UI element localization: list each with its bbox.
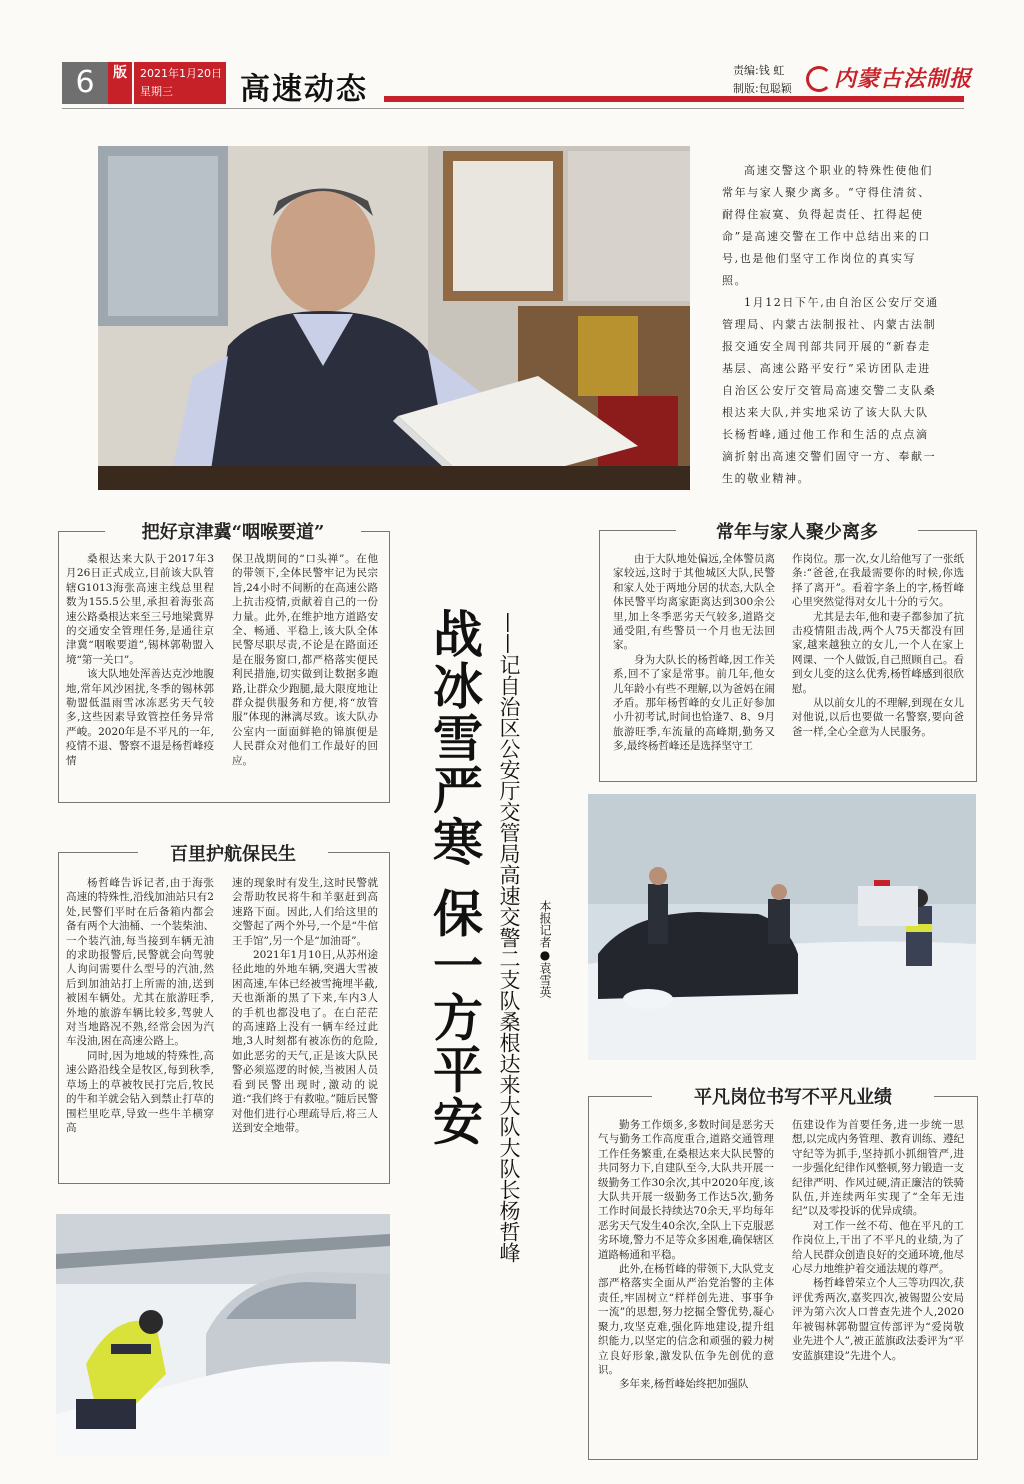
- paragraph: 勤务工作烦多,多数时间是恶劣天气与勤务工作高度重合,道路交通管理工作任务繁重,在桑根达来大队民警的共同努力下,自建队至今,大队共开展一级勤务工作30余次,其中2020年度,该大队共开展一级勤务工作达5次,勤务工作时间最长持续达70余天,平均每年恶劣天气发生40余次,全队上下克服恶劣环境,警力不足等众多困难,确保辖区道路畅通和平稳。: [598, 1119, 774, 1261]
- paragraph: 杨哲峰告诉记者,由于海张高速的特殊性,沿线加油站只有2处,民警们平时在后备箱内都会备有两个大油桶、一个装柴油、一个装汽油,每当接到车辆无油的求助报警后,民警就会向驾驶人询问需要什么型号的汽油,然后到加油站打上所需的油,送到被困车辆处。尤其在旅游旺季,外地的旅游车辆比较多,驾驶人对当地路况不熟,经常会因为汽车没油,困在高速公路上。: [66, 877, 214, 1048]
- section-column-protect-1: [66, 876, 214, 1135]
- section-column-ordinary-1: [598, 1118, 774, 1392]
- section-heading-jingjin: 把好京津冀“咽喉要道”: [105, 518, 361, 544]
- edition-label: [108, 62, 132, 104]
- paragraph: 2021年1月10日,从苏州途径此地的外地车辆,突遇大雪被困高速,车体已经被雪掩埋半截,天也渐渐的黑了下来,车内3人的手机也都没电了。在白茫茫的高速路上没有一辆车经过此地,3人时刻都有被冻伤的危险,如此恶劣的天气,正是该大队民警必须巡逻的时候,当被困人员看到民警出现时,激动的说道:“我们终于有救啦。”随后民警对他们进行心理疏导后,将三人送到安全地带。: [232, 949, 378, 1134]
- photo-officer-reading: [98, 146, 690, 490]
- header-red-rule: [384, 96, 964, 102]
- byline: 本报记者●袁雪英: [538, 900, 552, 998]
- newspaper-logo: 内蒙古法制报: [834, 66, 973, 92]
- main-headline: 战冰雪严寒 保一方平安: [425, 608, 483, 1148]
- paragraph: 身为大队长的杨哲峰,因工作关系,回不了家是常事。前几年,他女儿年龄小有些不理解,以为爸妈在闹矛盾。那年杨哲峰的女儿正好参加小升初考试,时间也恰逢7、8、9月旅游旺季,车流量的高峰期,勤务又多,最终杨哲峰还是选择坚守工: [613, 653, 775, 753]
- layout-editor-name: 制版:包聪颖: [733, 82, 792, 95]
- officer-reading-illustration: [98, 146, 690, 490]
- editor-name: 责编:钱 虹: [733, 64, 785, 77]
- header-grey-rule: [62, 108, 964, 109]
- paragraph: 此外,在杨哲峰的带领下,大队党支部严格落实全面从严治党治警的主体责任,牢固树立“样样创先进、事事争一流”的思想,努力挖掘全警优势,凝心聚力,攻坚克难,强化阵地建设,提升组织能力,以坚定的信念和顽强的毅力树立良好形象,激发队伍争先创优的意识。: [598, 1263, 774, 1376]
- paragraph: 尤其是去年,他和妻子都参加了抗击疫情阻击战,两个人75天都没有回家,越来越独立的女儿,一个人在家上网课、一个人做饭,自己照顾自己。看到女儿变的这么优秀,杨哲峰感到很欣慰。: [792, 610, 964, 695]
- section-heading-family: 常年与家人聚少离多: [676, 518, 918, 544]
- paragraph: 对工作一丝不苟、他在平凡的工作岗位上,干出了不平凡的业绩,为了给人民群众创造良好的交通环境,他尽心尽力地维护着交通法规的尊严。: [792, 1219, 964, 1276]
- paragraph: 桑根达来大队于2017年3月26日正式成立,目前该大队管辖G1013海张高速主线总里程数为155.5公里,承担着海张高速公路桑根达来至三号地梁冀界的交通安全管理任务,是通往京津冀“咽喉要道”,锡林郭勒盟入境“第一关口”。: [66, 553, 214, 666]
- section-heading-protect: 百里护航保民生: [138, 840, 328, 866]
- paragraph: 从以前女儿的不理解,到现在女儿对他说,以后也要做一名警察,要向爸爸一样,全心全意为人民服务。: [792, 697, 964, 738]
- photo-snow-digging: [56, 1214, 390, 1456]
- issue-date: 2021年1月20日: [140, 67, 222, 80]
- section-heading-ordinary: 平凡岗位书写不平凡业绩: [652, 1083, 934, 1109]
- paragraph: 多年来,杨哲峰始终把加强队: [619, 1378, 749, 1391]
- paragraph: 同时,因为地域的特殊性,高速公路沿线全是牧区,每到秋季,草场上的草被牧民打完后,牧民的牛和羊就会钻入到禁止打草的围栏里吃草,导致一些牛羊横穿高: [66, 1049, 214, 1134]
- page-number: 6: [62, 62, 108, 104]
- paragraph: 作岗位。那一次,女儿给他写了一张纸条:“爸爸,在我最需要你的时候,你选择了离开”。看着字条上的字,杨哲峰心里突然觉得对女儿十分的亏欠。: [792, 553, 964, 609]
- paragraph: 保卫战期间的“口头禅”。在他的带领下,全体民警牢记为民宗旨,24小时不间断的在高速公路上抗击疫情,贡献着自己的一份力量。此外,在维护地方道路安全、畅通、平稳上,该大队全体民警尽职尽责,不论是在路面还是在服务窗口,都严格落实便民利民措施,切实做到让数据多跑路,让群众少跑腿,最大限度地让群众提供服务和方便,将“放管服”体现的淋漓尽致。该大队办公室内一面面鲜艳的锦旗便是人民群众对他们工作最好的回应。: [232, 553, 378, 767]
- section-column-protect-2: [232, 876, 378, 1135]
- section-column-ordinary-2: [792, 1118, 964, 1363]
- edition-label-text: 版: [113, 65, 127, 81]
- newspaper-logo-icon: [806, 66, 832, 92]
- snow-digging-illustration: [56, 1214, 390, 1456]
- intro-block: [722, 160, 940, 490]
- photo-snow-rescue: [588, 794, 976, 1060]
- section-column-family-2: [792, 552, 964, 739]
- headline-subtitle: ——记自治区公安厅交管局高速交警二支队桑根达来大队大队长杨哲峰: [497, 612, 521, 1263]
- section-column-jingjin-2: [232, 552, 378, 768]
- section-column-jingjin-1: [66, 552, 214, 768]
- paragraph: 该大队地处浑善达克沙地腹地,常年风沙困扰,冬季的锡林郭勒盟低温雨雪冰冻恶劣天气较多,这些因素导致管控任务异常严峻。2020年是不平凡的一年,疫情不退、警察不退是杨哲峰疫情: [66, 668, 214, 767]
- issue-weekday: 星期三: [140, 85, 173, 98]
- paragraph: 速的现象时有发生,这时民警就会帮助牧民将牛和羊驱赶到高速路下面。因此,人们给这里的交警起了两个外号,一个是“牛倌王手馆”,另一个是“加油哥”。: [232, 877, 378, 947]
- editor-credits: [733, 62, 792, 98]
- section-column-family-1: [613, 552, 775, 754]
- date-box: [134, 62, 226, 104]
- section-title: 高速动态: [240, 72, 368, 107]
- paragraph: 杨哲峰曾荣立个人三等功四次,获评优秀两次,嘉奖四次,被锡盟公安局评为第六次人口普查先进个人,2020年被锡林郭勒盟宣传部评为“爱岗敬业先进个人”,被正蓝旗政法委评为“平安蓝旗建设”先进个人。: [792, 1277, 964, 1362]
- intro-paragraph-1: 高速交警这个职业的特殊性使他们常年与家人聚少离多。“守得住清贫、耐得住寂寞、负得起责任、扛得起使命”是高速交警在工作中总结出来的口号,也是他们坚守工作岗位的真实写照。: [722, 164, 933, 287]
- paragraph: 伍建设作为首要任务,进一步统一思想,以完成内务管理、教育训练、遵纪守纪等为抓手,坚持抓小抓细管严,进一步强化纪律作风整顿,努力锻造一支纪律严明、作风过硬,清正廉洁的铁骑队伍,并连续两年实现了“全年无违纪”以及零投诉的优异成绩。: [792, 1119, 964, 1218]
- snow-rescue-illustration: [588, 794, 976, 1060]
- intro-paragraph-2: 1月12日下午,由自治区公安厅交通管理局、内蒙古法制报社、内蒙古法制报交通安全周刊部共同开展的“新春走基层、高速公路平安行”采访团队走进自治区公安厅交管局高速交警二支队桑根达来大队,并实地采访了该大队大队长杨哲峰,通过他工作和生活的点点滴滴折射出高速交警们固守一方、奉献一生的敬业精神。: [722, 296, 939, 485]
- paragraph: 由于大队地处偏远,全体警员离家较远,这时于其他城区大队,民警和家人处于两地分居的状态,大队全体民警平均离家距离达到300余公里,加上冬季恶劣天气较多,道路交通受阻,有些警员一个月也无法回家。: [613, 553, 775, 652]
